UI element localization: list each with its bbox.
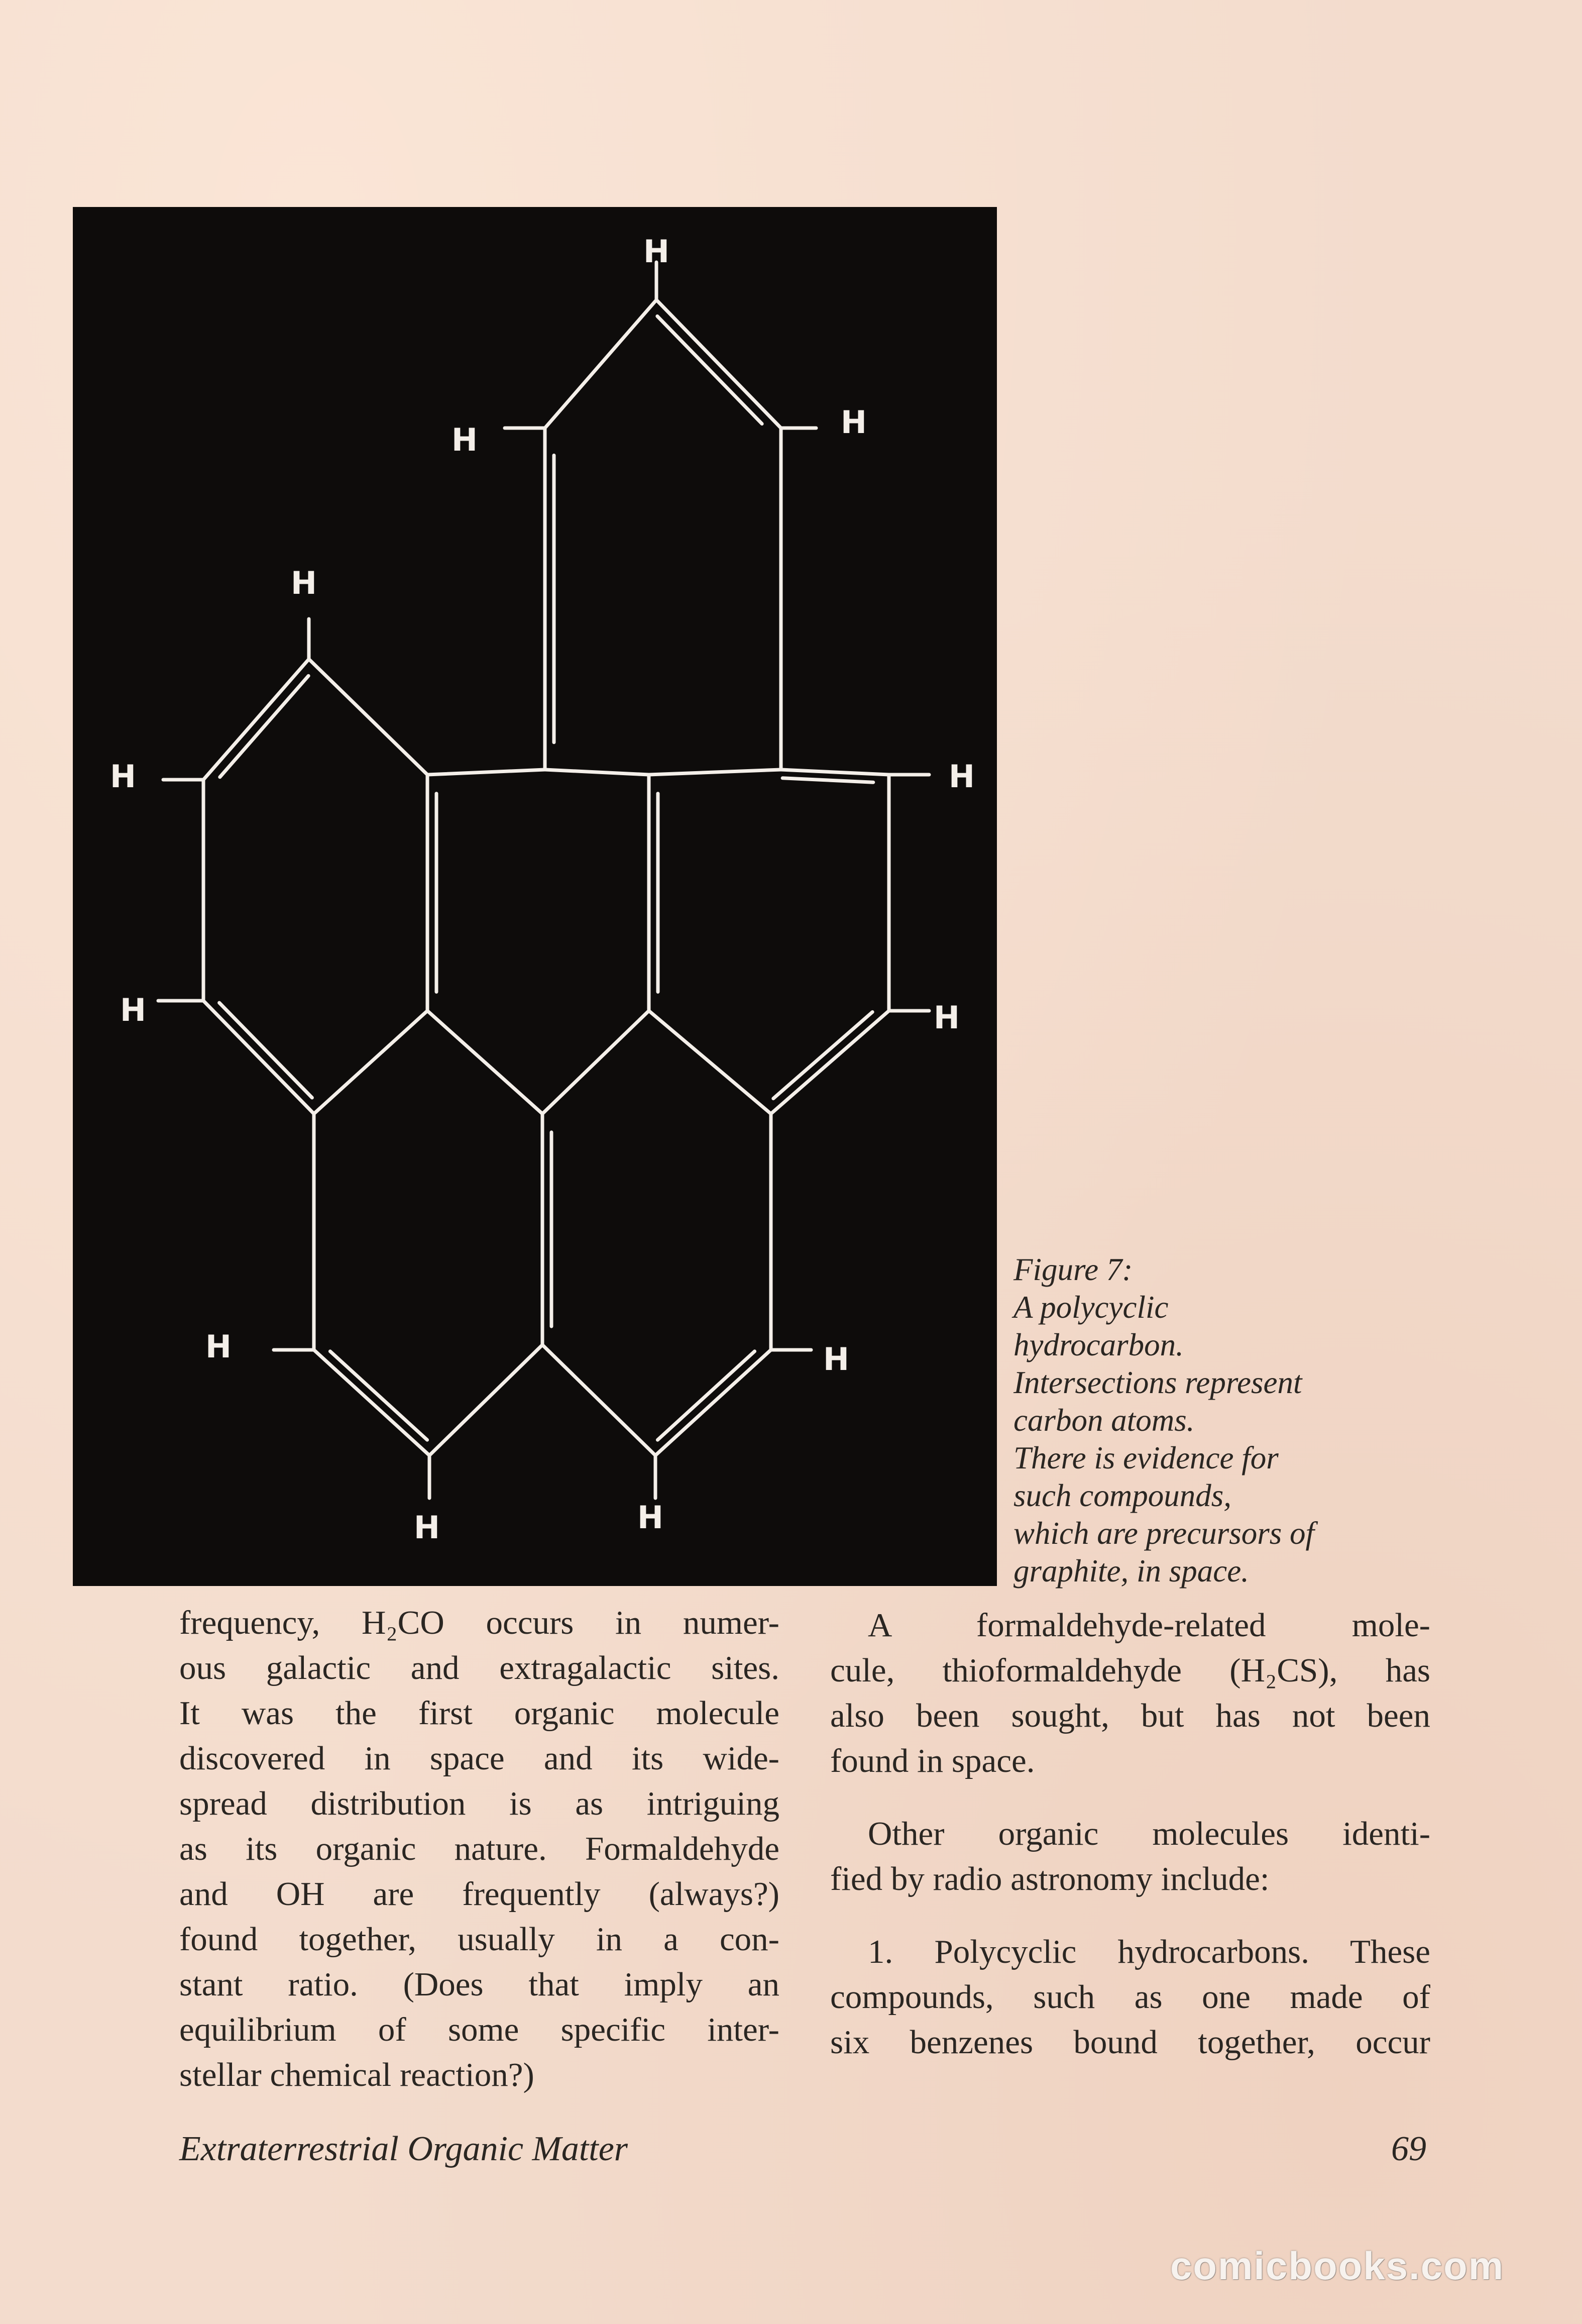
text-line: spread distribution is as intriguing bbox=[179, 1785, 779, 1822]
bond-line bbox=[656, 300, 781, 428]
hydrogen-label: H bbox=[643, 233, 669, 270]
bond-line bbox=[649, 770, 781, 775]
double-bond-line bbox=[330, 1351, 427, 1440]
text-line: also been sought, but has not been bbox=[830, 1697, 1430, 1734]
text-line: stellar chemical reaction?) bbox=[179, 2056, 534, 2093]
hydrogen-label: H bbox=[120, 992, 146, 1028]
right-column-text bbox=[830, 1603, 1430, 2065]
caption-line: Figure 7: bbox=[1013, 1252, 1133, 1287]
caption-line: Intersections represent bbox=[1013, 1365, 1302, 1400]
bond-line bbox=[314, 1011, 427, 1114]
hydrogen-label: H bbox=[949, 758, 975, 795]
bond-line bbox=[429, 1345, 542, 1455]
hydrogen-label: H bbox=[841, 404, 867, 441]
polycyclic-hydrocarbon-diagram bbox=[73, 207, 997, 1586]
running-title: Extraterrestrial Organic Matter bbox=[179, 2130, 628, 2168]
text-line: and OH are frequently (always?) bbox=[179, 1875, 779, 1913]
bond-line bbox=[314, 1350, 429, 1455]
text-line: six benzenes bound together, occur bbox=[830, 2024, 1430, 2061]
caption-line: There is evidence for bbox=[1013, 1440, 1279, 1475]
caption-line: carbon atoms. bbox=[1013, 1403, 1195, 1438]
text-line: It was the first organic molecule bbox=[179, 1695, 779, 1732]
bond-line bbox=[655, 1350, 771, 1455]
hydrogen-label: H bbox=[414, 1509, 440, 1546]
text-line: ous galactic and extragalactic sites. bbox=[179, 1649, 779, 1686]
bond-line bbox=[545, 300, 656, 428]
bond-line bbox=[203, 1001, 314, 1114]
hydrogen-label: H bbox=[110, 758, 136, 795]
hydrogen-label: H bbox=[823, 1341, 849, 1378]
bond-line bbox=[309, 659, 427, 775]
text-line: compounds, such as one made of bbox=[830, 1978, 1430, 2016]
caption-line: which are precursors of bbox=[1013, 1516, 1315, 1551]
hydrogen-label: H bbox=[451, 421, 478, 458]
bond-line bbox=[649, 1011, 771, 1114]
double-bond-line bbox=[657, 1351, 754, 1440]
double-bond-line bbox=[219, 1003, 312, 1098]
text-line: discovered in space and its wide- bbox=[179, 1740, 779, 1777]
bond-line bbox=[542, 1345, 655, 1455]
hydrogen-label: H bbox=[934, 999, 960, 1036]
bond-line bbox=[771, 1011, 889, 1114]
text-line: as its organic nature. Formaldehyde bbox=[179, 1830, 779, 1867]
bond-line bbox=[427, 1011, 542, 1114]
text-line: cule, thioformaldehyde (H₂CS), has bbox=[830, 1652, 1430, 1689]
watermark: comicbooks.com bbox=[1170, 2244, 1505, 2288]
text-line: 1. Polycyclic hydrocarbons. These bbox=[868, 1933, 1430, 1970]
bond-line bbox=[542, 1011, 649, 1114]
hydrogen-label: H bbox=[637, 1499, 663, 1536]
text-line: fied by radio astronomy include: bbox=[830, 1860, 1270, 1897]
text-line: A formaldehyde-related mole- bbox=[868, 1607, 1430, 1644]
caption-line: graphite, in space. bbox=[1013, 1553, 1249, 1589]
molecule-figure bbox=[73, 207, 997, 1586]
caption-line: A polycyclic bbox=[1013, 1290, 1169, 1325]
hydrogen-label: H bbox=[291, 565, 317, 601]
double-bond-line bbox=[782, 778, 873, 782]
text-line: found together, usually in a con- bbox=[179, 1921, 779, 1958]
text-line: Other organic molecules identi- bbox=[868, 1815, 1430, 1852]
text-line: equilibrium of some specific inter- bbox=[179, 2011, 779, 2048]
page-number: 69 bbox=[1391, 2130, 1426, 2168]
hydrogen-label: H bbox=[205, 1328, 232, 1365]
text-line: frequency, H₂CO occurs in numer- bbox=[179, 1604, 779, 1641]
double-bond-line bbox=[220, 676, 308, 777]
double-bond-line bbox=[773, 1012, 872, 1098]
figure-caption bbox=[1013, 1251, 1385, 1590]
caption-line: such compounds, bbox=[1013, 1478, 1231, 1513]
double-bond-line bbox=[657, 316, 762, 424]
bond-line bbox=[545, 770, 649, 775]
text-line: stant ratio. (Does that imply an bbox=[179, 1966, 779, 2003]
text-line: found in space. bbox=[830, 1742, 1035, 1779]
bond-line bbox=[781, 770, 889, 775]
bond-line bbox=[427, 770, 545, 775]
caption-line: hydrocarbon. bbox=[1013, 1327, 1184, 1362]
left-column-text bbox=[179, 1600, 779, 2097]
bond-line bbox=[203, 659, 309, 780]
